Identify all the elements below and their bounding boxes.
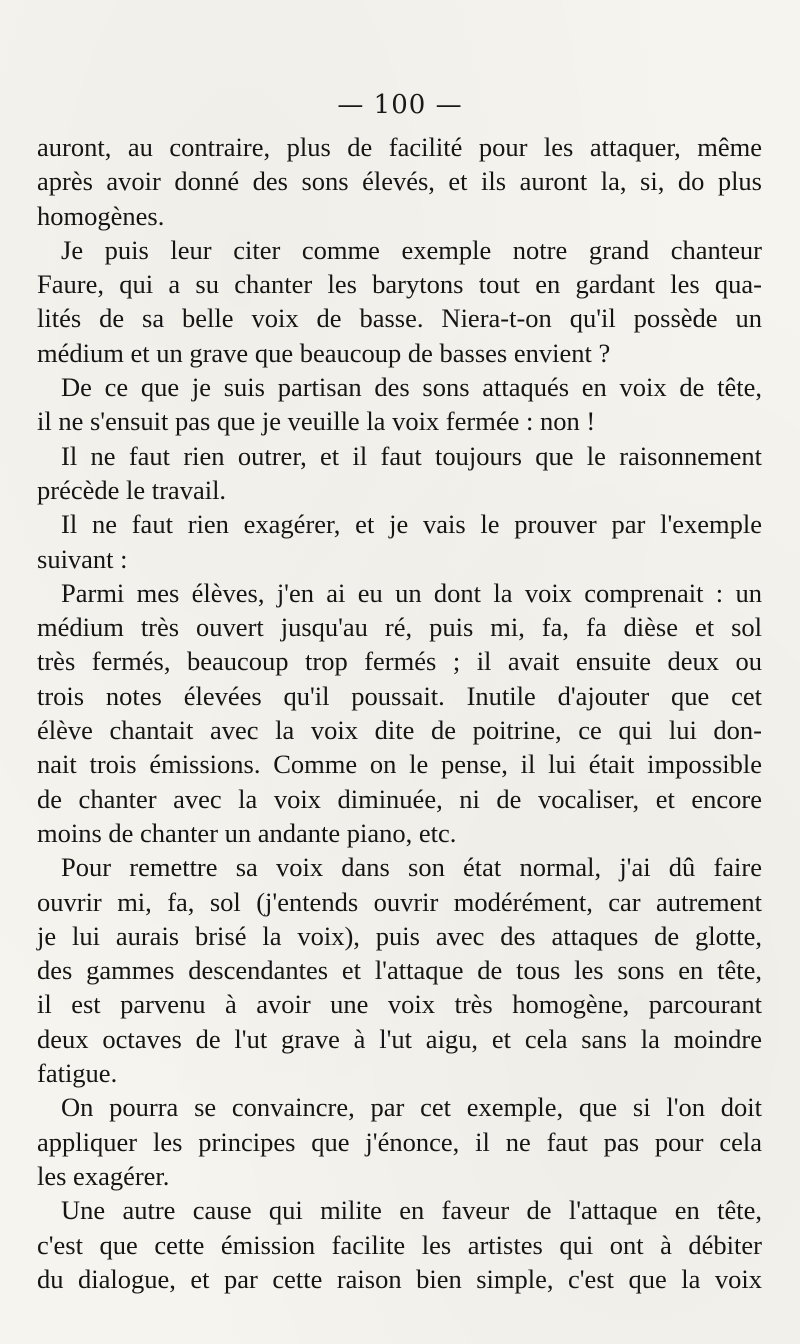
text-line: Je puis leur citer comme exemple notre grand chanteur [61,234,762,265]
text-line: auront, au contraire, plus de facilité pour les attaquer, même [37,132,762,162]
page-number: — 100 — [337,90,463,120]
body-text [37,130,762,1296]
text-line: deux octaves de l'ut grave à l'ut aigu, et cela sans la moindre [37,1023,762,1054]
text-line: homogènes. [37,200,165,231]
text-line: du dialogue, et par cette raison bien simple, c'est que la voix [37,1263,762,1294]
text-line: Parmi mes élèves, j'en ai eu un dont la voix comprenait : un [61,577,762,608]
text-line: Il ne faut rien exagérer, et je vais le prouver par l'exemple [61,509,762,540]
text-line: les exagérer. [37,1160,170,1191]
text-line: On pourra se convaincre, par cet exemple, que si l'on doit [61,1092,762,1123]
text-line: trois notes élevées qu'il poussait. Inutile d'ajouter que cet [37,680,762,711]
text-line: médium très ouvert jusqu'au ré, puis mi, fa, fa dièse et sol [37,612,762,643]
text-line: après avoir donné des sons élevés, et ils auront la, si, do plus [37,166,762,197]
text-line: des gammes descendantes et l'attaque de tous les sons en tête, [37,955,762,986]
text-line: Faure, qui a su chanter les barytons tout en gardant les qua- [37,269,762,300]
text-line: médium et un grave que beaucoup de basses envient ? [37,337,611,368]
text-line: fatigue. [37,1058,118,1089]
text-line: Pour remettre sa voix dans son état normal, j'ai dû faire [61,852,762,883]
text-line: c'est que cette émission facilite les artistes qui ont à débiter [37,1229,762,1260]
text-line: lités de sa belle voix de basse. Niera-t-on qu'il possède un [37,303,762,334]
text-line: élève chantait avec la voix dite de poitrine, ce qui lui don- [37,715,762,746]
text-line: de chanter avec la voix diminuée, ni de vocaliser, et encore [37,783,762,814]
text-line: Il ne faut rien outrer, et il faut toujours que le raisonnement [61,440,762,471]
text-line: il ne s'ensuit pas que je veuille la voix fermée : non ! [37,406,596,437]
text-line: nait trois émissions. Comme on le pense, il lui était impossible [37,749,762,780]
text-line: moins de chanter un andante piano, etc. [37,817,457,848]
text-line: ouvrir mi, fa, sol (j'entends ouvrir modérément, car autrement [37,886,762,917]
text-line: très fermés, beaucoup trop fermés ; il avait ensuite deux ou [37,646,762,677]
text-line: Une autre cause qui milite en faveur de l'attaque en tête, [61,1195,762,1226]
text-line: appliquer les principes que j'énonce, il ne faut pas pour cela [37,1126,762,1157]
text-line: précède le travail. [37,474,227,505]
text-line: il est parvenu à avoir une voix très homogène, parcourant [37,989,762,1020]
text-line: je lui aurais brisé la voix), puis avec des attaques de glotte, [37,920,762,951]
text-line: suivant : [37,543,128,574]
text-line: De ce que je suis partisan des sons attaqués en voix de tête, [61,372,762,403]
